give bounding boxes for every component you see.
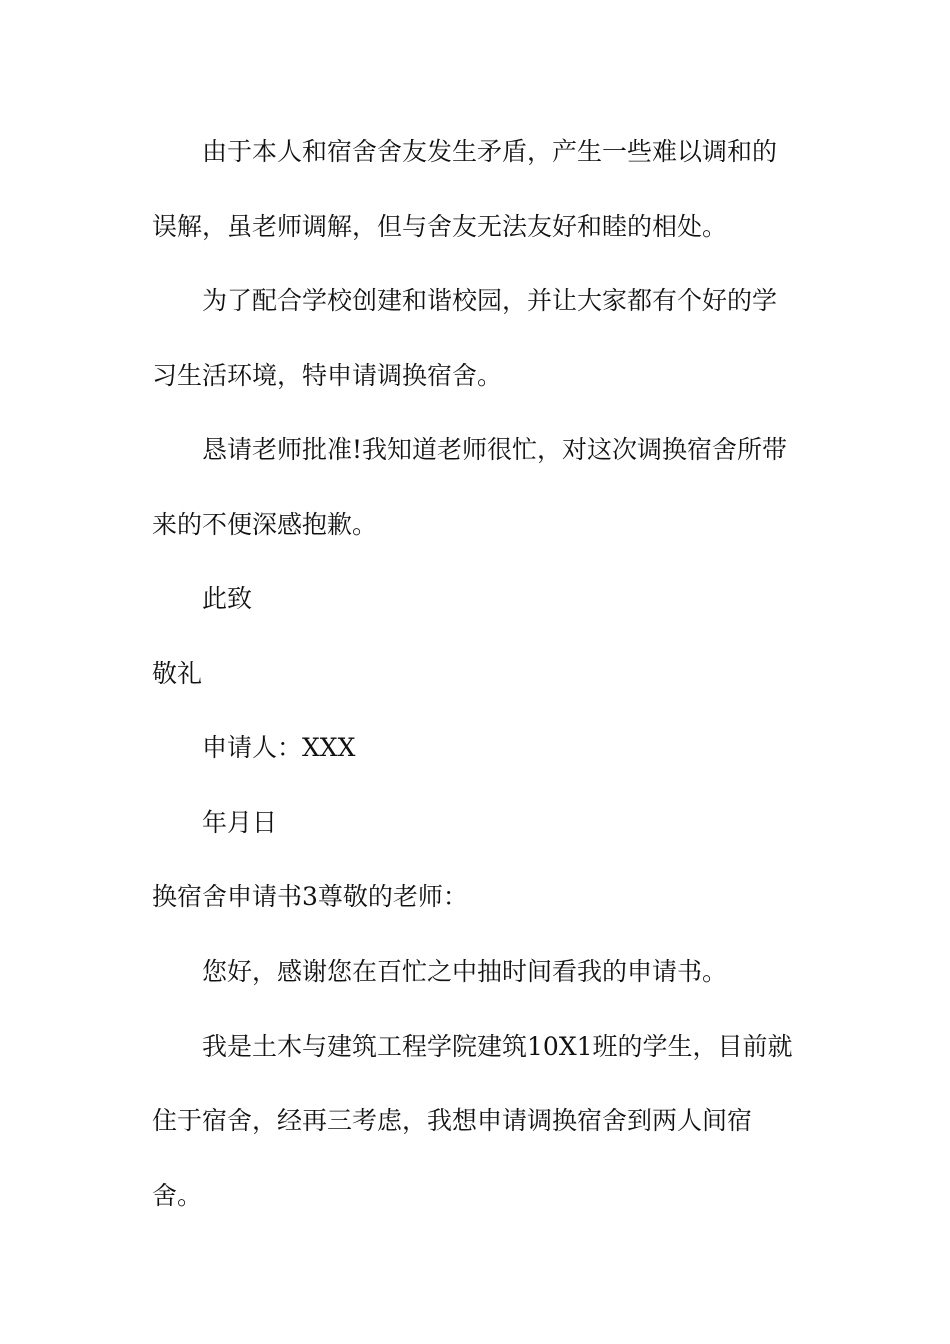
paragraph-line: 您好，感谢您在百忙之中抽时间看我的申请书。 [202, 957, 728, 986]
paragraph-line: 我是土木与建筑工程学院建筑10X1班的学生，目前就 [202, 1032, 793, 1061]
paragraph-line: 住于宿舍，经再三考虑，我想申请调换宿舍到两人间宿 [152, 1106, 753, 1135]
paragraph-line: 舍。 [152, 1181, 203, 1210]
closing-regards: 敬礼 [152, 659, 203, 688]
paragraph-line: 来的不便深感抱歉。 [152, 510, 378, 539]
date-line: 年月日 [202, 808, 278, 837]
closing-salutation: 此致 [202, 584, 253, 613]
paragraph-line: 为了配合学校创建和谐校园，并让大家都有个好的学 [202, 286, 778, 315]
applicant-signature: 申请人：XXX [202, 733, 356, 762]
paragraph-line: 恳请老师批准!我知道老师很忙，对这次调换宿舍所带 [202, 435, 788, 464]
section-heading: 换宿舍申请书3尊敬的老师： [152, 882, 468, 911]
paragraph-line: 误解，虽老师调解，但与舍友无法友好和睦的相处。 [152, 212, 728, 241]
paragraph-line: 习生活环境，特申请调换宿舍。 [152, 361, 503, 390]
paragraph-line: 由于本人和宿舍舍友发生矛盾，产生一些难以调和的 [202, 137, 778, 166]
